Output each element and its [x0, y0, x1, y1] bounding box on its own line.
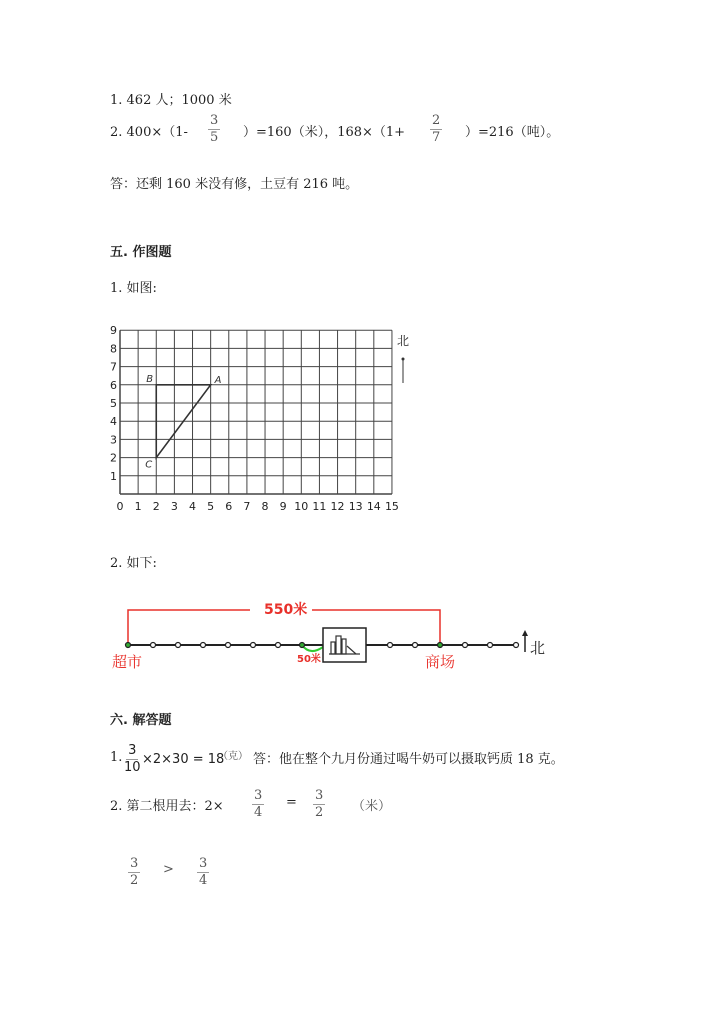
road-node [488, 643, 493, 648]
point-label-C: C [145, 459, 153, 471]
fraction [197, 856, 209, 889]
y-tick-label: 9 [110, 324, 117, 338]
comparison-operator: > [163, 862, 174, 877]
denominator: 5 [210, 130, 219, 145]
road-node [463, 643, 468, 648]
point-label-B: B [146, 373, 154, 385]
y-tick-label: 1 [110, 469, 117, 483]
q2-label: 2. 如下: [110, 556, 157, 571]
x-tick-label: 4 [189, 500, 197, 513]
distance-bracket-left [128, 610, 250, 645]
denominator: 4 [254, 805, 263, 820]
road-node [388, 643, 393, 648]
mall-label: 商场 [425, 653, 456, 671]
x-tick-label: 3 [170, 500, 178, 513]
road-node [151, 643, 156, 648]
x-tick-label: 8 [261, 500, 269, 513]
numerator: 3 [254, 788, 263, 803]
q1-number: 1. [110, 750, 123, 765]
x-tick-label: 0 [116, 500, 124, 513]
numerator: 3 [315, 788, 324, 803]
section-5-title: 五. 作图题 [110, 245, 172, 260]
road-node [201, 643, 206, 648]
numerator: 3 [199, 856, 208, 871]
denominator: 7 [432, 130, 441, 145]
y-tick-label: 4 [110, 415, 117, 429]
road-node [438, 643, 443, 648]
road-node [300, 643, 305, 648]
q2-part-b: ）=160（米），168×（1+ [243, 125, 406, 140]
arrow-head-icon [522, 630, 528, 636]
x-tick-label: 6 [225, 500, 233, 513]
y-tick-label: 3 [110, 433, 117, 447]
fraction [313, 788, 325, 821]
denominator: 2 [130, 873, 139, 888]
north-arrow-icon [398, 355, 408, 385]
numerator: 3 [130, 856, 139, 871]
q1-answer: 答：他在整个九月份通过喝牛奶可以摄取钙质 18 克。 [253, 752, 564, 767]
north-label: 北 [397, 334, 410, 348]
north-label: 北 [530, 639, 546, 657]
road-node [126, 643, 131, 648]
y-tick-label: 7 [110, 360, 117, 374]
building-icon [323, 628, 366, 662]
x-tick-label: 15 [384, 500, 399, 513]
numerator: 3 [210, 113, 219, 128]
x-tick-label: 5 [207, 500, 215, 513]
x-tick-label: 12 [330, 500, 345, 513]
point-label-A: A [214, 374, 222, 386]
y-tick-label: 8 [110, 342, 117, 356]
small-distance-label: 50米 [297, 654, 321, 665]
route-diagram [0, 590, 720, 680]
road-node [276, 643, 281, 648]
denominator: 10 [124, 760, 141, 775]
supermarket-label: 超市 [112, 653, 143, 671]
q1-label: 1. 如图: [110, 281, 157, 296]
section-6-title: 六. 解答题 [110, 713, 172, 728]
x-tick-label: 2 [152, 500, 160, 513]
q2-unit: （米） [352, 799, 392, 814]
q2-part-c: ）=216（吨）。 [465, 125, 560, 140]
numerator: 2 [432, 113, 441, 128]
road-node [176, 643, 181, 648]
answer-text: 答：还剩 160 米没有修，土豆有 216 吨。 [110, 177, 359, 192]
x-tick-label: 11 [312, 500, 327, 513]
road-node [413, 643, 418, 648]
q2-text: 2. 第二根用去：2× [110, 799, 224, 814]
numerator: 3 [128, 743, 137, 758]
x-tick-label: 1 [134, 500, 142, 513]
x-tick-label: 9 [279, 500, 287, 513]
q2-part-a: 2. 400×（1- [110, 125, 188, 140]
fraction [128, 856, 140, 889]
fraction [124, 743, 141, 776]
q1-expression: ×2×30 = 18 [142, 752, 225, 767]
x-tick-label: 14 [366, 500, 381, 513]
denominator: 2 [315, 805, 324, 820]
y-tick-label: 2 [110, 451, 117, 465]
y-tick-label: 5 [110, 397, 117, 410]
fraction [252, 788, 264, 821]
q1-unit: （克） [218, 751, 248, 762]
x-tick-label: 10 [294, 500, 309, 513]
equals-sign: = [286, 795, 297, 810]
x-tick-label: 7 [243, 500, 251, 513]
x-tick-label: 13 [348, 500, 363, 513]
q1-text: 1. 462 人；1000 米 [110, 93, 232, 108]
denominator: 4 [199, 873, 208, 888]
y-tick-label: 6 [110, 378, 117, 392]
road-node [514, 643, 519, 648]
road-node [226, 643, 231, 648]
road-node [251, 643, 256, 648]
distance-label: 550米 [264, 602, 308, 618]
